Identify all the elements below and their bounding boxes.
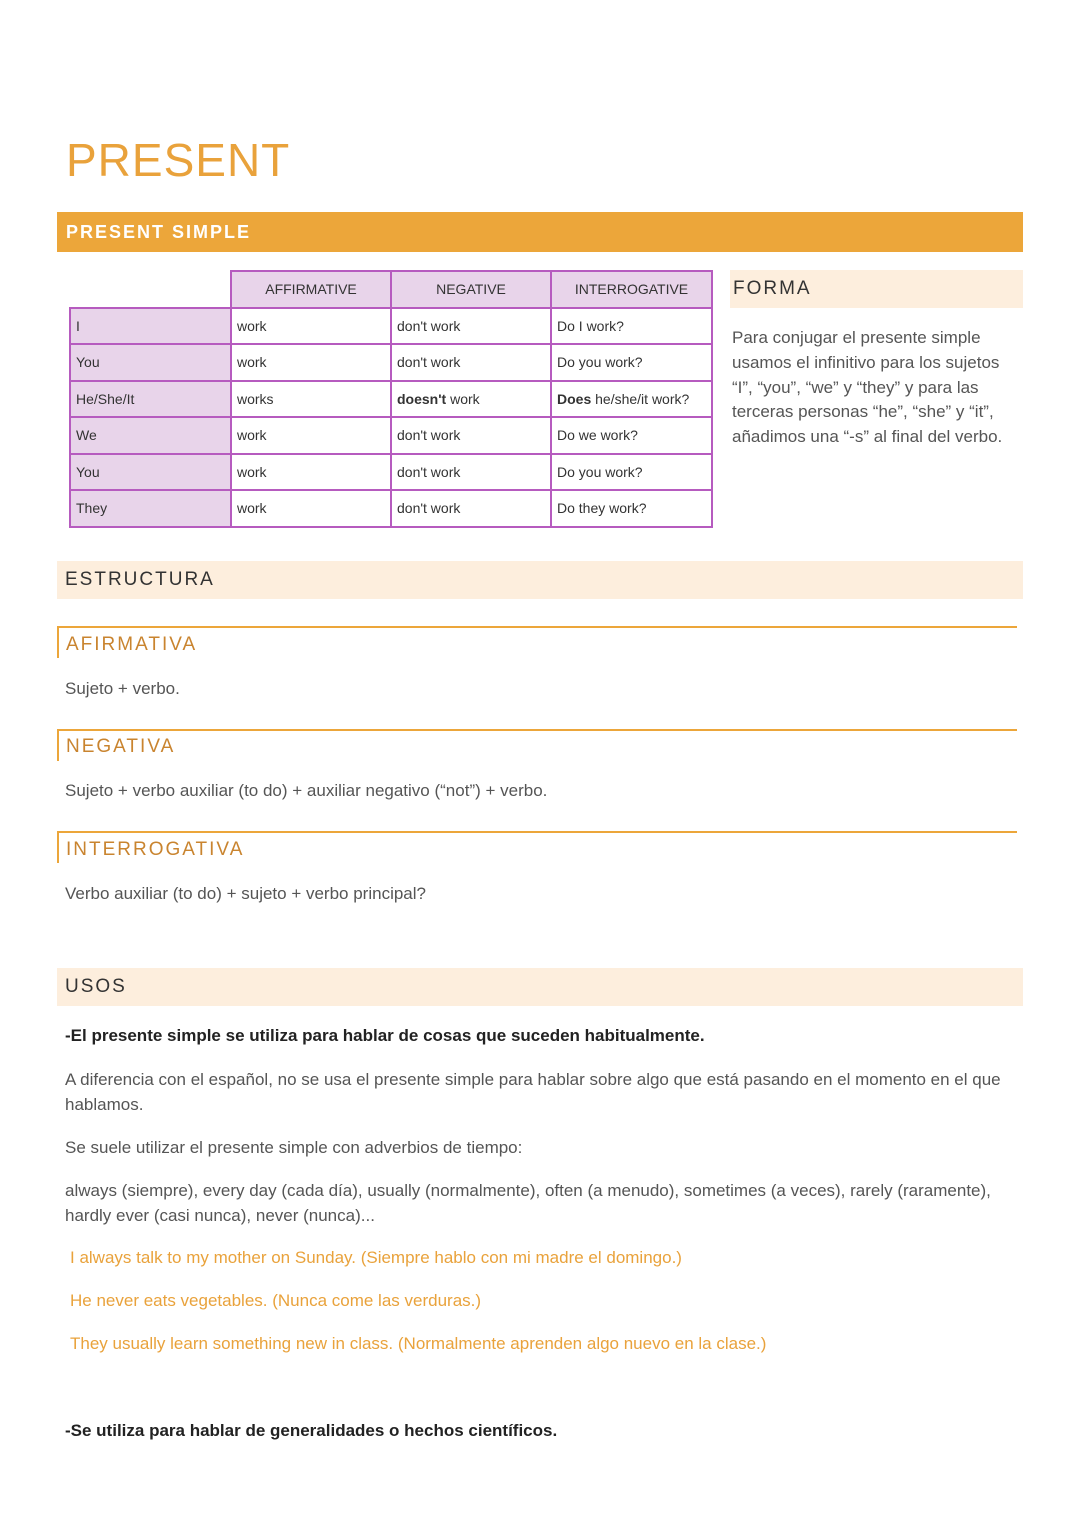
afirmativa-accent [57,628,59,658]
forma-heading: FORMA [730,270,1023,308]
subject-cell: They [70,490,231,527]
conjugation-table [69,270,713,528]
negative-cell: don't work [391,454,551,491]
negative-cell: don't work [391,490,551,527]
interrogativa-divider [57,831,1017,833]
subject-cell: We [70,417,231,454]
column-header: AFFIRMATIVE [231,271,391,308]
estructura-heading: ESTRUCTURA [57,561,1023,599]
negative-cell: don't work [391,308,551,345]
interrogative-cell: Do you work? [551,454,712,491]
usos-heading: USOS [57,968,1023,1006]
interrogative-aux-bold: Does [557,390,592,407]
negative-cell [391,381,551,418]
negativa-heading: NEGATIVA [66,736,176,757]
interrogative-cell: Do you work? [551,344,712,381]
table-row [70,308,712,345]
negative-cell: don't work [391,417,551,454]
table-row [70,454,712,491]
affirmative-cell: work [231,490,391,527]
affirmative-cell: works [231,381,391,418]
subject-cell: He/She/It [70,381,231,418]
affirmative-cell: work [231,344,391,381]
affirmative-cell: work [231,308,391,345]
negative-aux-bold: doesn't [397,390,447,407]
usos-rule-generalities: -Se utiliza para hablar de generalidades o hechos científicos. [65,1421,558,1440]
page-title: PRESENT [66,134,291,186]
table-row [70,344,712,381]
table-corner [70,271,231,308]
example-sentence: They usually learn something new in class. (Normalmente aprenden algo nuevo en la clase.) [70,1334,767,1353]
negative-verb: work [446,390,480,407]
usos-paragraph-difference: A diferencia con el español, no se usa el presente simple para hablar sobre algo que está pasando en el momento en el que hablamos. [65,1070,1001,1114]
usos-paragraph-adverbs-list: always (siempre), every day (cada día), usually (normalmente), often (a menudo), sometimes (a veces), rarely (raramente), hardly ever (casi nunca), never (nunca)... [65,1181,991,1225]
affirmative-cell: work [231,417,391,454]
negativa-accent [57,731,59,761]
subject-cell: You [70,454,231,491]
afirmativa-divider [57,626,1017,628]
afirmativa-heading: AFIRMATIVA [66,634,198,655]
usos-rule-habitual: -El presente simple se utiliza para hablar de cosas que suceden habitualmente. [65,1026,705,1045]
interrogativa-text: Verbo auxiliar (to do) + sujeto + verbo principal? [65,884,426,903]
section-bar-present-simple: PRESENT SIMPLE [57,212,1023,252]
affirmative-cell: work [231,454,391,491]
table-row [70,490,712,527]
negativa-divider [57,729,1017,731]
column-header: INTERROGATIVE [551,271,712,308]
interrogative-cell [551,381,712,418]
example-sentence: I always talk to my mother on Sunday. (Siempre hablo con mi madre el domingo.) [70,1248,682,1267]
table-row [70,417,712,454]
interrogative-cell: Do we work? [551,417,712,454]
table-header-row [70,271,712,308]
interrogative-cell: Do they work? [551,490,712,527]
usos-paragraph-adverbs-intro: Se suele utilizar el presente simple con adverbios de tiempo: [65,1138,523,1157]
interrogative-cell: Do I work? [551,308,712,345]
example-sentence: He never eats vegetables. (Nunca come las verduras.) [70,1291,482,1310]
interrogativa-accent [57,833,59,863]
interrogativa-heading: INTERROGATIVA [66,839,245,860]
column-header: NEGATIVE [391,271,551,308]
negative-cell: don't work [391,344,551,381]
table-row [70,381,712,418]
negativa-text: Sujeto + verbo auxiliar (to do) + auxiliar negativo (“not”) + verbo. [65,781,548,800]
subject-cell: I [70,308,231,345]
subject-cell: You [70,344,231,381]
afirmativa-text: Sujeto + verbo. [65,679,180,698]
interrogative-rest: he/she/it work? [591,390,690,407]
forma-text: Para conjugar el presente simple usamos el infinitivo para los sujetos “I”, “you”, “we” y “they” y para las terceras personas “he”, “she” y “it”, añadimos una “-s” al final del verbo. [732,328,1003,447]
